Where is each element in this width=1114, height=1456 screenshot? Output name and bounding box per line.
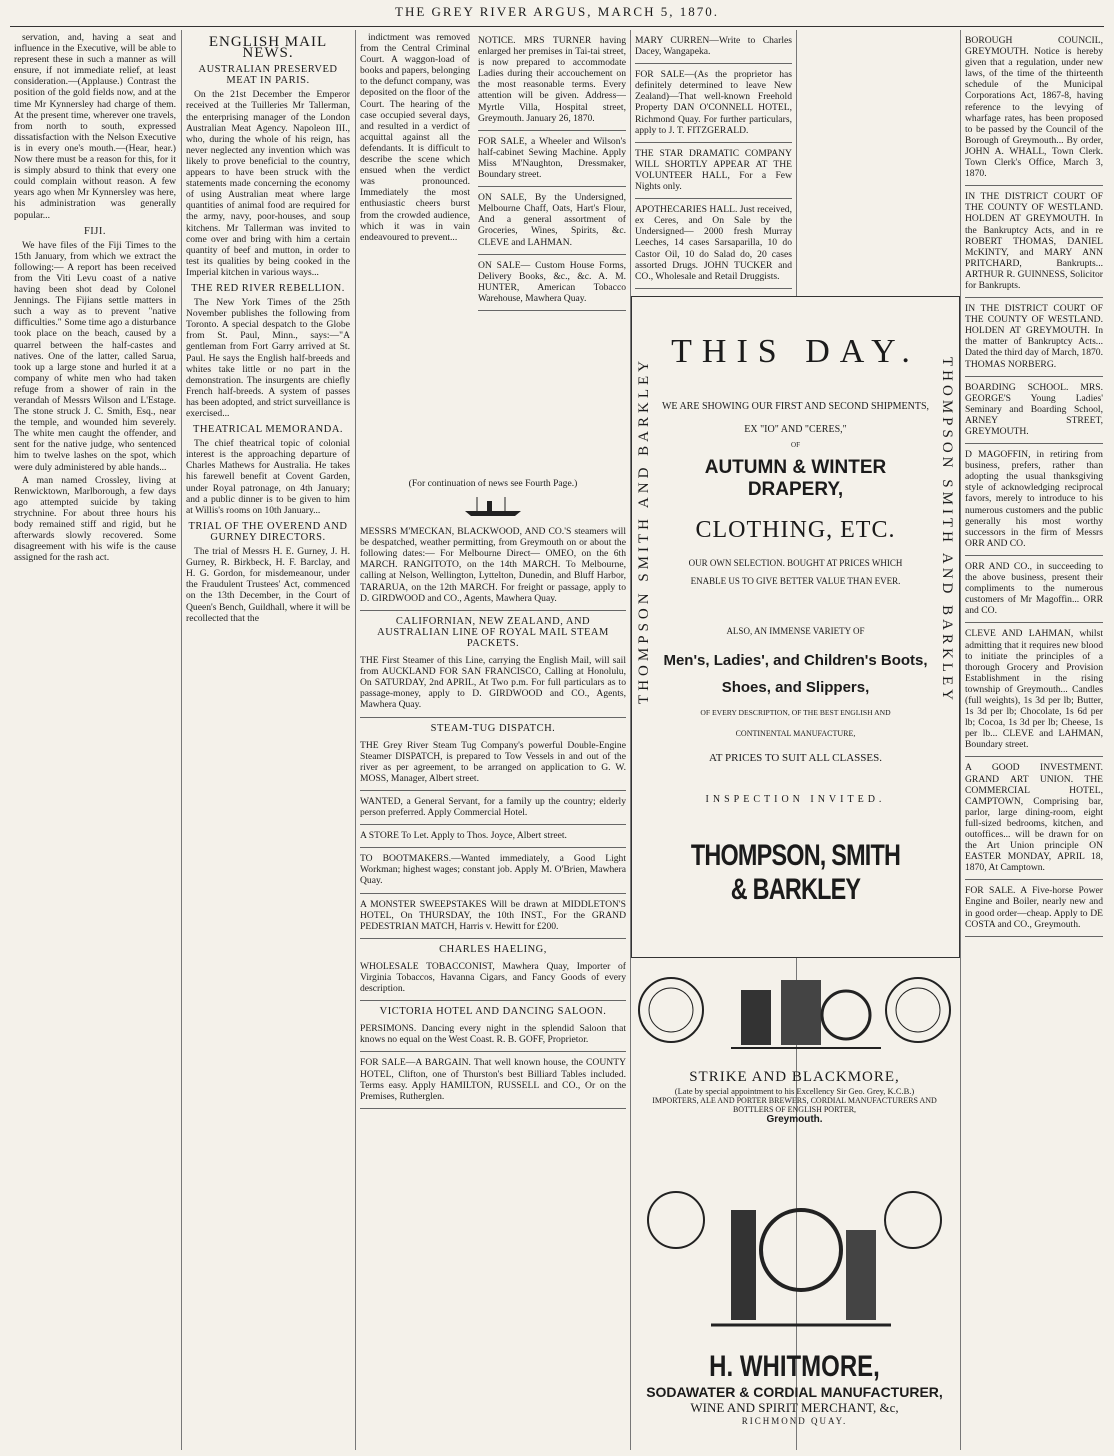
thompson-smith-barkley-ad [631, 296, 960, 958]
ad-sewing-machine: FOR SALE, a Wheeler and Wilson's half-cabinet Sewing Machine. Apply Miss M'Naughton, Dressmaker, Boundary street. [478, 133, 626, 187]
ad-line: ENABLE US TO GIVE BETTER VALUE THAN EVER. [690, 576, 901, 586]
ad-victoria-hotel: PERSIMONS. Dancing every night in the splendid Saloon that knows no equal on the West Coast. R. B. GOFF, Proprietor. [360, 1020, 626, 1052]
masthead-rule [10, 26, 1104, 27]
ad-line: INSPECTION INVITED. [705, 794, 886, 805]
ad-line: ALSO, AN IMMENSE VARIETY OF [726, 626, 865, 636]
ad-heading: CHARLES HAELING, [439, 943, 547, 955]
article-text: The New York Times of the 25th November publishes the following from Toronto. A special despatch to the Globe from St. Paul, Minn., says:—"A gentleman from Fort Garry arrived at St. Paul. He says the English half-breeds and whites take little or no part in the demonstration. The insurgents are chiefly French half-breeds. A system of passes has been adopted, and strict surveillance is exercised... [186, 297, 350, 419]
ad-wanted-servant: WANTED, a General Servant, for a family up the country; elderly person preferred. Apply Commercial Hotel. [360, 793, 626, 825]
strike-line: IMPORTERS, ALE AND PORTER BREWERS, CORDIAL MANUFACTURERS AND BOTTLERS OF ENGLISH PORTER, [652, 1096, 937, 1114]
column-6 [965, 32, 1103, 1450]
article-heading: THEATRICAL MEMORANDA. [192, 424, 344, 436]
continuation-note: (For continuation of news see Fourth Page.) [408, 478, 578, 489]
ad-line: OF EVERY DESCRIPTION, OF THE BEST ENGLISH AND [700, 708, 891, 717]
article-text: The trial of Messrs H. E. Gurney, J. H. Gurney, R. Birkbeck, H. F. Barclay, and H. G. Gordon, for misdemeanour, under the Fraudulent Trustees' Act, commenced on the 13th December, in the Court of Queen's Bench, Guildhall, where it will be recollected that the [186, 546, 350, 624]
column-3-ads [360, 478, 626, 1450]
ad-line: WE ARE SHOWING OUR FIRST AND SECOND SHIPMENTS, [661, 401, 930, 412]
article-text: The chief theatrical topic of colonial interest is the approaching departure of Charles Mathews for Australia. He takes his farewell benefit at Covent Garden, under Royal patronage, on 4th January; and a public dinner is to be given to him at Willis's rooms on 10th January... [186, 438, 350, 516]
column-1 [14, 32, 176, 1450]
ad-heading: VICTORIA HOTEL AND DANCING SALOON. [379, 1006, 607, 1018]
article-text: indictment was removed from the Central Criminal Court. A waggon-load of books and papers, belonging to the defunct company, was deposited on the floor of the Court. The hearing of the case occupied several days, and resulted in a verdict of acquittal against all the defendants. It is difficult to describe the scene which ensued when the verdict was pronounced. Immediately the most enthusiastic cheers burst from the crowded audience, which it was in vain endeavoured to prevent... [360, 32, 470, 243]
ad-store-to-let: A STORE To Let. Apply to Thos. Joyce, Albert street. [360, 827, 626, 848]
ad-borough-council: BOROUGH COUNCIL, GREYMOUTH. Notice is hereby given that a regulation, under new laws, of the time of the thirteenth schedule of the Municipal Corporations Act, 1867-8, having reference to the levying of wharfage rates, has been proposed to be passed by the Council of the Borough of Greymouth... By order, JOHN A. WHALL, Town Clerk. Town Clerk's Office, March 3, 1870. [965, 32, 1103, 186]
medals-and-machinery-illustration [631, 960, 958, 1060]
column-rule [355, 30, 356, 1450]
whitmore-line: WINE AND SPIRIT MERCHANT, &c, [690, 1400, 899, 1415]
article-heading: AUSTRALIAN PRESERVED MEAT IN PARIS. [198, 64, 338, 87]
ad-boarding-school: BOARDING SCHOOL. MRS. GEORGE'S Young Ladies' Seminary and Boarding School, ARNEY STREET, GREYMOUTH. [965, 379, 1103, 444]
ad-side-text: THOMPSON SMITH AND BARKLEY [939, 357, 955, 704]
ad-heading: STEAM-TUG DISPATCH. [430, 722, 556, 734]
ad-line: OF [791, 441, 800, 449]
ad-line: Men's, Ladies', and Children's Boots, [663, 652, 928, 669]
whitmore-ad [631, 1130, 958, 1450]
column-3b [478, 32, 626, 472]
ad-line: OUR OWN SELECTION. BOUGHT AT PRICES WHICH [688, 558, 903, 568]
ad-orr-and-co: ORR AND CO., in succeeding to the above business, present their compliments to the numerous customers of Mr Magoffin... ORR and CO. [965, 558, 1103, 623]
ad-district-court-2: IN THE DISTRICT COURT OF THE COUNTY OF WESTLAND. HOLDEN AT GREYMOUTH. In the matter of Bankruptcy Acts... Dated the third day of March, 1870. THOMAS NORBERG. [965, 300, 1103, 377]
ad-tobacconist: WHOLESALE TOBACCONIST, Mawhera Quay, Importer of Virginia Tobaccos, Havanna Cigars, and Fancy Goods of every description. [360, 958, 626, 1001]
ad-heading: CALIFORNIAN, NEW ZEALAND, AND AUSTRALIAN LINE OF ROYAL MAIL STEAM PACKETS. [377, 615, 609, 649]
column-2 [186, 32, 350, 1450]
ad-notice-turner: NOTICE. MRS TURNER having enlarged her premises in Tai-tai street, is now prepared to accommodate Ladies during their accouchement on the most reasonable terms. Every attention will be given. Address—Myrtle Villa, Hospital street, Greymouth. January 26, 1870. [478, 32, 626, 131]
ad-steam-tug: THE Grey River Steam Tug Company's powerful Double-Engine Steamer DISPATCH, is prepared to Tow Vessels in and out of the river as per agreement, to be arranged on application to G. W. MOSS, Manager, Albert street. [360, 737, 626, 791]
ad-line: Shoes, and Slippers, [721, 679, 870, 696]
article-heading: TRIAL OF THE OVEREND AND GURNEY DIRECTORS. [188, 520, 348, 543]
ad-line: AUTUMN & WINTER DRAPERY, [704, 457, 887, 500]
ad-side-text: THOMPSON SMITH AND BARKLEY [636, 357, 652, 704]
column-rule [181, 30, 182, 1450]
ad-line: AT PRICES TO SUIT ALL CLASSES. [709, 752, 882, 764]
ad-mary-curren: MARY CURREN—Write to Charles Dacey, Wangapeka. [635, 32, 792, 64]
whitmore-line: SODAWATER & CORDIAL MANUFACTURER, [646, 1384, 943, 1400]
ad-line: CONTINENTAL MANUFACTURE, [735, 729, 856, 738]
ad-apothecaries-hall: APOTHECARIES HALL. Just received, ex Ceres, and On Sale by the Undersigned— 2000 fresh Murray Leeches, 14 cases Sarsaparilla, 10 do Castor Oil, 10 do Salad do, 20 cases assorted Drugs. JOHN TUCKER and CO., Wholesale and Retail Druggists. [635, 201, 792, 289]
strike-line: Greymouth. [766, 1114, 823, 1125]
soda-factory-illustration [631, 1130, 958, 1345]
ad-county-hotel: FOR SALE—A BARGAIN. That well known house, the COUNTY HOTEL, Clifton, one of Thurston's best Billiard Tables included. Terms easy. Apply HAMILTON, RUSSELL and CO., Or on the Premises, Rutherglen. [360, 1054, 626, 1108]
strike-title: STRIKE AND BLACKMORE, [689, 1069, 900, 1085]
column-rule [960, 30, 961, 1450]
strike-subtitle: (Late by special appointment to his Excellency Sir Geo. Grey, K.C.B.) [674, 1086, 915, 1096]
article-text: A man named Crossley, living at Renwicktown, Marlborough, a few days ago attempted suicide by taking strychnine. For about three hours his body remained stiff and rigid, but he afterwards slowly recovered. Some disagreement with his wife is the cause assigned for the rash act. [14, 474, 176, 564]
ad-for-sale-engine: FOR SALE. A Five-horse Power Engine and Boiler, nearly new and in good order—cheap. Apply to DE COSTA and CO., Greymouth. [965, 882, 1103, 936]
ad-mmeckan-steamers: MESSRS M'MECKAN, BLACKWOOD, AND CO.'S steamers will be despatched, weather permitting, from Greymouth on or about the following dates:— For Melbourne Direct— OMEO, on the 6th MARCH. RANGITOTO, on the 14th MARCH. To Melbourne, calling at Nelson, Wellington, Lyttelton, Dunedin, and Bluff Harbor, TARARUA, on the 12th MARCH. For freight or passage, apply to D. GIRDWOOD and CO., Agents, Mawhera Quay. [360, 523, 626, 611]
article-text: On the 21st December the Emperor received at the Tuilleries Mr Tallerman, the enterprising manager of the London Australian Meat Agency. Napoleon III., who, during the whole of his reign, has never neglected any invention which was likely to prove beneficial to the country, appears to have been struck with the statements made concerning the economy of using Australian meat where large quantities of animal food are required for the army, navy, poor-houses, and soup kitchens. Mr Tallerman was invited to come over and bring with him a certain quantity of beef and mutton, in order to test its qualities by being cooked in the Imperial kitchen in various ways... [186, 89, 350, 278]
section-heading: ENGLISH MAIL NEWS. [208, 34, 328, 62]
ad-magoffin: D MAGOFFIN, in retiring from business, prefers, rather than adopting the usual thanksgiving style of acknowledging reciprocal favors, merely to introduce to his numerous customers and the public generally his most worthy successors in the firm of Messrs ORR AND CO. [965, 446, 1103, 556]
ad-line: CLOTHING, ETC. [695, 517, 896, 543]
article-text: servation, and, having a seat and influence in the Executive, will be able to represent these in such a manner as will ensure, if not immediate relief, at least consideration.—(Applause.) Contrast the position of the gold fields now, and at the time Mr Kynnersley had charge of them. At the present time, wherever one travels, from north to south, expressed dissatisfaction with the Nelson Executive is in every one's mouth.—(Hear, hear.) Now there must be a reason for this, for it is simply absurd to think that every one could complain without reason. A few years ago when Mr Kynnersley was here, his administration was generally popular... [14, 32, 176, 221]
whitmore-title: H. WHITMORE, [709, 1350, 880, 1383]
article-text: We have files of the Fiji Times to the 15th January, from which we extract the following:— A report has been received from the Viti Levu coast of a native having been shot dead by Colonel Jennings. The Fijians settle matters in such a way as to prevent "native difficulties." Some time ago a disturbance took place on the beach, caused by a quarrel between the half-castes and natives. One of the latter, called Sarua, took up a large stone and hurled it at a company of white men who had taken refuge from a shower of rain in the verandah of Messrs Wilson and L'Estage. The stone struck J. C. Smith, Esq., near the temple, and wounded him severely. The white men caught the offender, and sent for the native judge, who sentenced him to twelve lashes on the spot, which were duly administered by able hands... [14, 239, 176, 473]
ad-art-union: A GOOD INVESTMENT. GRAND ART UNION. THE COMMERCIAL HOTEL, CAMPTOWN, Comprising bar, parlor, large dining-room, eight full-sized bedrooms, kitchen, and outoffices... will be drawn for on the Art Union principle ON EASTER MONDAY, APRIL 18, 1870, At Camptown. [965, 759, 1103, 880]
article-heading: FIJI. [83, 225, 107, 237]
ad-bootmakers: TO BOOTMAKERS.—Wanted immediately, a Good Light Workman; highest wages; constant job. Apply M. O'Brien, Mawhera Quay. [360, 850, 626, 893]
steamship-icon [463, 495, 523, 517]
ad-royal-mail: THE First Steamer of this Line, carrying the English Mail, will sail from AUCKLAND FOR SAN FRANCISCO, Calling at Honolulu, On SATURDAY, 2nd APRIL, At Two p.m. For full particulars as to passage-money, apply to D. GIRDWOOD and CO., Agents, Mawhera Quay. [360, 652, 626, 717]
ad-district-court-1: IN THE DISTRICT COURT OF THE COUNTY OF WESTLAND. HOLDEN AT GREYMOUTH. In the Bankruptcy Acts, and in re ROBERT THOMAS, DANIEL McKINTY, and MARY ANN PRITCHARD, Bankrupts... ARTHUR R. GUINNESS, Solicitor for Bankrupts. [965, 188, 1103, 298]
ad-dan-oconnell: FOR SALE—(As the proprietor has definitely determined to leave New Zealand)—That well-known Freehold Property DAN O'CONNELL HOTEL, Richmond Quay. For further particulars, apply to J. T. FITZGERALD. [635, 66, 792, 143]
this-day-heading: THIS DAY. [671, 333, 920, 370]
ad-on-sale-hunter: ON SALE— Custom House Forms, Delivery Books, &c., &c. A. M. HUNTER, American Tobacco Warehouse, Mawhera Quay. [478, 257, 626, 311]
column-5 [635, 32, 792, 290]
strike-blackmore-ad [631, 960, 958, 1125]
ad-line: EX "IO" AND "CERES," [744, 424, 847, 435]
ad-dramatic-company: THE STAR DRAMATIC COMPANY WILL SHORTLY APPEAR AT THE VOLUNTEER HALL, For a Few Nights only. [635, 145, 792, 199]
ad-cleve-lahman: CLEVE AND LAHMAN, whilst admitting that it requires new blood to initiate the principles of a thorough Grocery and Provision Establishment in the rising township of Greymouth... Candles (full weights), 1s 3d per lb; Butter, 1s 3d per lb; Chocolate, 1s 6d per lb; Cocoa, 1s 3d per lb; Cheese, 1s per lb... CLEVE and LAHMAN, Boundary street. [965, 625, 1103, 757]
ad-on-sale-cleve: ON SALE, By the Undersigned, Melbourne Chaff, Oats, Hart's Flour, And a general assortment of Groceries, Wines, Spirits, &c. CLEVE and LAHMAN. [478, 189, 626, 254]
article-heading: THE RED RIVER REBELLION. [191, 282, 345, 294]
ad-sweepstakes: A MONSTER SWEEPSTAKES Will be drawn at MIDDLETON'S HOTEL, On THURSDAY, the 10th INST., For the GRAND PEDESTRIAN MATCH, Harris v. Hewitt for £200. [360, 896, 626, 939]
whitmore-line: RICHMOND QUAY. [741, 1416, 848, 1426]
masthead: THE GREY RIVER ARGUS, MARCH 5, 1870. [395, 4, 719, 19]
thompson-smith-barkley-logo: THOMPSON, SMITH & BARKLEY [690, 839, 901, 906]
